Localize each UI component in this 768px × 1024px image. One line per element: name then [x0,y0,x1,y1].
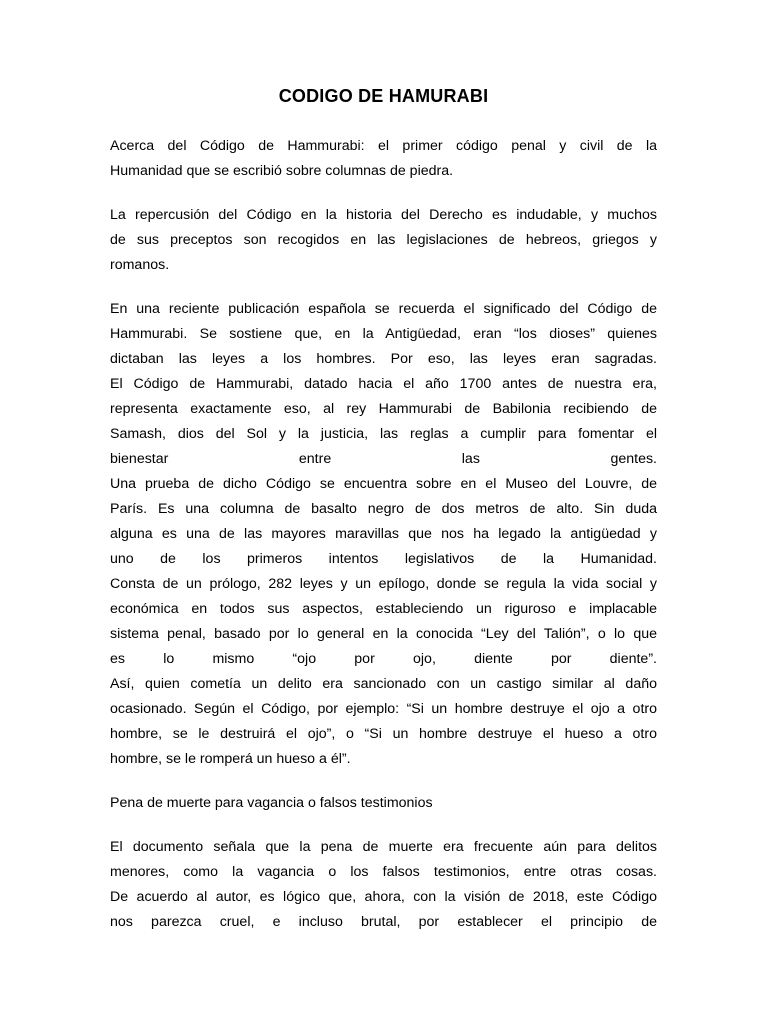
text-line: ocasionado. Según el Código, por ejemplo: “Si un hombre destruye el ojo a otro [110,701,657,717]
text-line: bienestar entre las gentes. [110,451,657,467]
paragraph-intro [110,134,657,184]
text-line: Samash, dios del Sol y la justicia, las reglas a cumplir para fomentar el [110,426,657,442]
text-line: Consta de un prólogo, 282 leyes y un epílogo, donde se regula la vida social y [110,576,657,592]
text-line: alguna es una de las mayores maravillas que nos ha legado la antigüedad y [110,526,657,542]
paragraph-publication [110,297,657,772]
text-line: El documento señala que la pena de muerte era frecuente aún para delitos [110,839,657,855]
text-line: menores, como la vagancia o los falsos testimonios, entre otras cosas. [110,864,657,880]
paragraph-death-penalty [110,835,657,935]
text-line: En una reciente publicación española se recuerda el significado del Código de [110,301,657,317]
paragraph-repercussion [110,203,657,278]
text-line: Hammurabi. Se sostiene que, en la Antigüedad, eran “los dioses” quienes [110,326,657,342]
document-title: CODIGO DE HAMURABI [278,86,489,106]
text-line: económica en todos sus aspectos, estableciendo un riguroso e implacable [110,601,657,617]
document-page [110,84,657,951]
text-line: es lo mismo “ojo por ojo, diente por diente”. [110,651,657,667]
text-line: nos parezca cruel, e incluso brutal, por establecer el principio de [110,914,657,930]
text-line: hombre, se le romperá un hueso a él”. [110,751,351,767]
text-line: hombre, se le destruirá el ojo”, o “Si un hombre destruye el hueso a otro [110,726,657,742]
text-line: dictaban las leyes a los hombres. Por eso, las leyes eran sagradas. [110,351,657,367]
text-line: Así, quien cometía un delito era sancionado con un castigo similar al daño [110,676,657,692]
text-line: El Código de Hammurabi, datado hacia el año 1700 antes de nuestra era, [110,376,657,392]
text-line: París. Es una columna de basalto negro de dos metros de alto. Sin duda [110,501,657,517]
text-line: de sus preceptos son recogidos en las legislaciones de hebreos, griegos y [110,232,657,248]
section-subheading: Pena de muerte para vagancia o falsos testimonios [110,795,433,811]
text-line: Acerca del Código de Hammurabi: el primer código penal y civil de la [110,138,657,154]
text-line: La repercusión del Código en la historia del Derecho es indudable, y muchos [110,207,657,223]
text-line: uno de los primeros intentos legislativos de la Humanidad. [110,551,657,567]
text-line: Humanidad que se escribió sobre columnas de piedra. [110,163,454,179]
text-line: representa exactamente eso, al rey Hammurabi de Babilonia recibiendo de [110,401,657,417]
text-line: romanos. [110,257,170,273]
text-line: De acuerdo al autor, es lógico que, ahora, con la visión de 2018, este Código [110,889,657,905]
text-line: sistema penal, basado por lo general en la conocida “Ley del Talión”, o lo que [110,626,657,642]
text-line: Una prueba de dicho Código se encuentra sobre en el Museo del Louvre, de [110,476,657,492]
